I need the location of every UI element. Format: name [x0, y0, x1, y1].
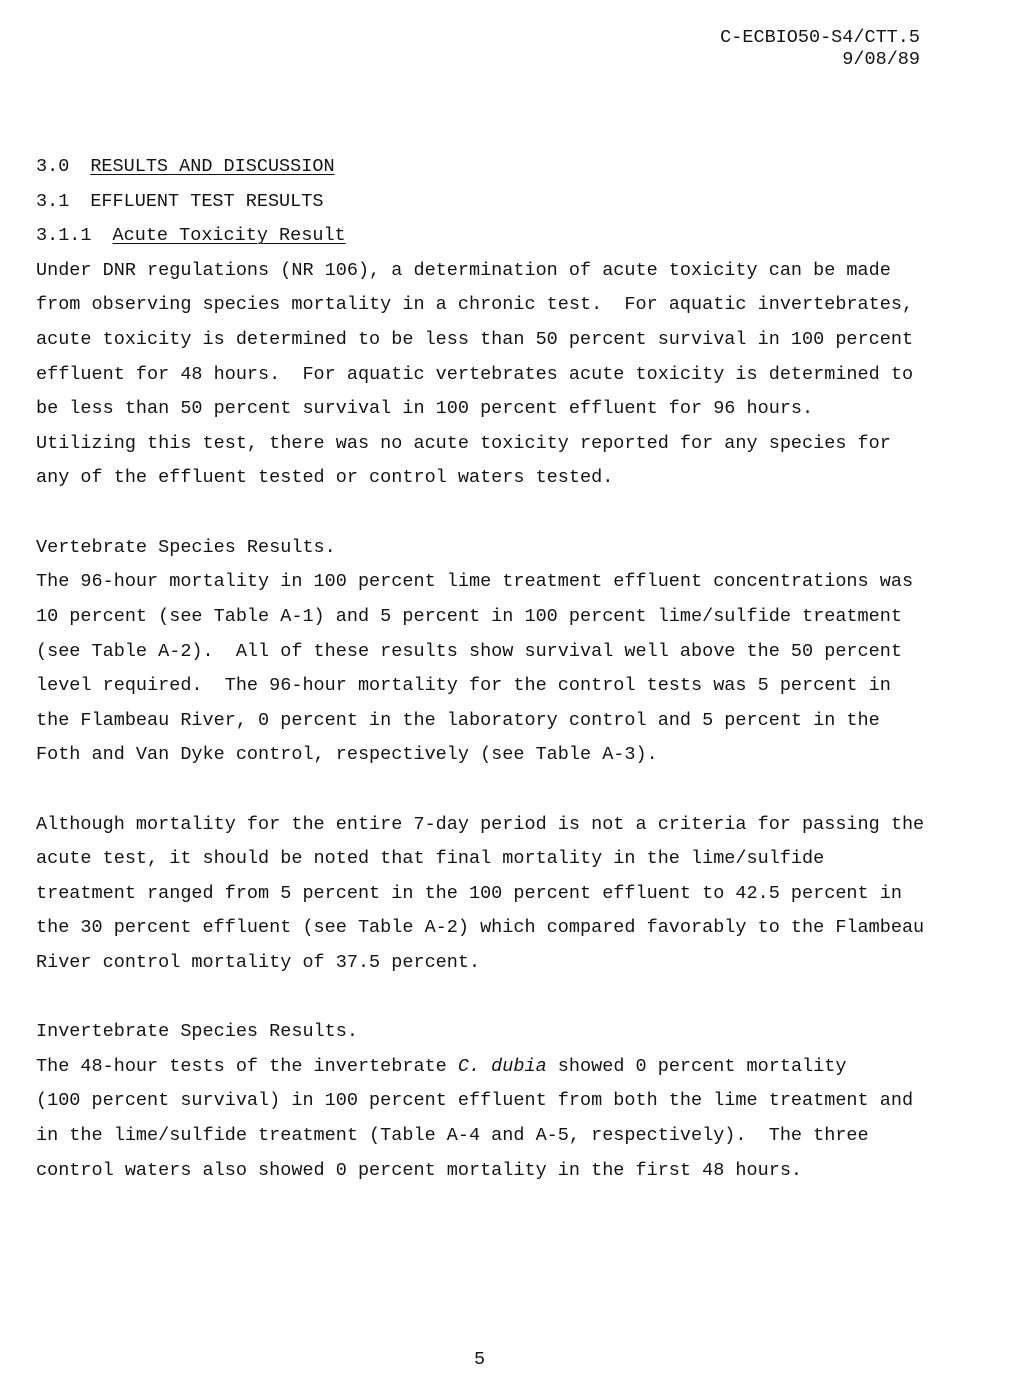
text-line: River control mortality of 37.5 percent. — [36, 952, 481, 974]
text-line: Although mortality for the entire 7-day period is not a criteria for passing the — [36, 813, 925, 835]
text-line: the 30 percent effluent (see Table A-2) which compared favorably to the Flambeau — [36, 917, 925, 939]
text-line: effluent for 48 hours. For aquatic vertebrates acute toxicity is determined to — [36, 363, 914, 385]
text-line: Under DNR regulations (NR 106), a determination of acute toxicity can be made — [36, 259, 891, 281]
text-line: Foth and Van Dyke control, respectively (see Table A-3). — [36, 744, 658, 766]
text-line: acute toxicity is determined to be less than 50 percent survival in 100 percent — [36, 329, 914, 351]
section-number: 3.1 — [36, 190, 70, 212]
vertebrate-results — [36, 531, 924, 773]
section-heading-3-1 — [36, 185, 924, 220]
text-line: control waters also showed 0 percent mortality in the first 48 hours. — [36, 1159, 803, 1181]
subsection-heading: Invertebrate Species Results. — [36, 1021, 358, 1043]
text-segment: showed 0 percent mortality — [546, 1055, 847, 1077]
invertebrate-results — [36, 1015, 924, 1188]
section-number: 3.1.1 — [36, 225, 92, 247]
section-title: Acute Toxicity Result — [112, 225, 346, 247]
text-line: acute test, it should be noted that final mortality in the lime/sulfide — [36, 848, 825, 870]
section-number: 3.0 — [36, 156, 70, 177]
text-line: be less than 50 percent survival in 100 percent effluent for 96 hours. — [36, 398, 814, 420]
text-line: (see Table A-2). All of these results show survival well above the 50 percent — [36, 640, 902, 662]
subsection-heading: Vertebrate Species Results. — [36, 536, 336, 558]
document-header — [720, 27, 920, 71]
text-line: in the lime/sulfide treatment (Table A-4 and A-5, respectively). The three — [36, 1125, 869, 1147]
text-line: 10 percent (see Table A-1) and 5 percent in 100 percent lime/sulfide treatment — [36, 605, 902, 627]
text-line: the Flambeau River, 0 percent in the laboratory control and 5 percent in the — [36, 709, 880, 731]
section-title: RESULTS AND DISCUSSION — [90, 156, 335, 177]
text-line: level required. The 96-hour mortality for the control tests was 5 percent in — [36, 675, 891, 697]
text-line — [36, 1050, 924, 1085]
text-segment: The 48-hour tests of the invertebrate — [36, 1055, 458, 1077]
section-title: EFFLUENT TEST RESULTS — [90, 190, 324, 212]
section-heading-3-0 — [36, 150, 924, 185]
text-line: any of the effluent tested or control waters tested. — [36, 467, 614, 489]
text-line: (100 percent survival) in 100 percent effluent from both the lime treatment and — [36, 1090, 914, 1112]
text-line: Utilizing this test, there was no acute toxicity reported for any species for — [36, 432, 891, 454]
page-number: 5 — [474, 1349, 486, 1370]
text-line: The 96-hour mortality in 100 percent lime treatment effluent concentrations was — [36, 571, 914, 593]
document-body — [36, 150, 924, 1188]
document-date: 9/08/89 — [842, 49, 920, 70]
text-line: treatment ranged from 5 percent in the 100 percent effluent to 42.5 percent in — [36, 882, 902, 904]
acute-toxicity-paragraph — [36, 254, 924, 496]
species-name: C. dubia — [457, 1055, 547, 1077]
section-heading-3-1-1 — [36, 219, 924, 254]
mortality-paragraph — [36, 808, 924, 981]
document-id: C-ECBIO50-S4/CTT.5 — [720, 27, 920, 48]
text-line: from observing species mortality in a chronic test. For aquatic invertebrates, — [36, 294, 914, 316]
